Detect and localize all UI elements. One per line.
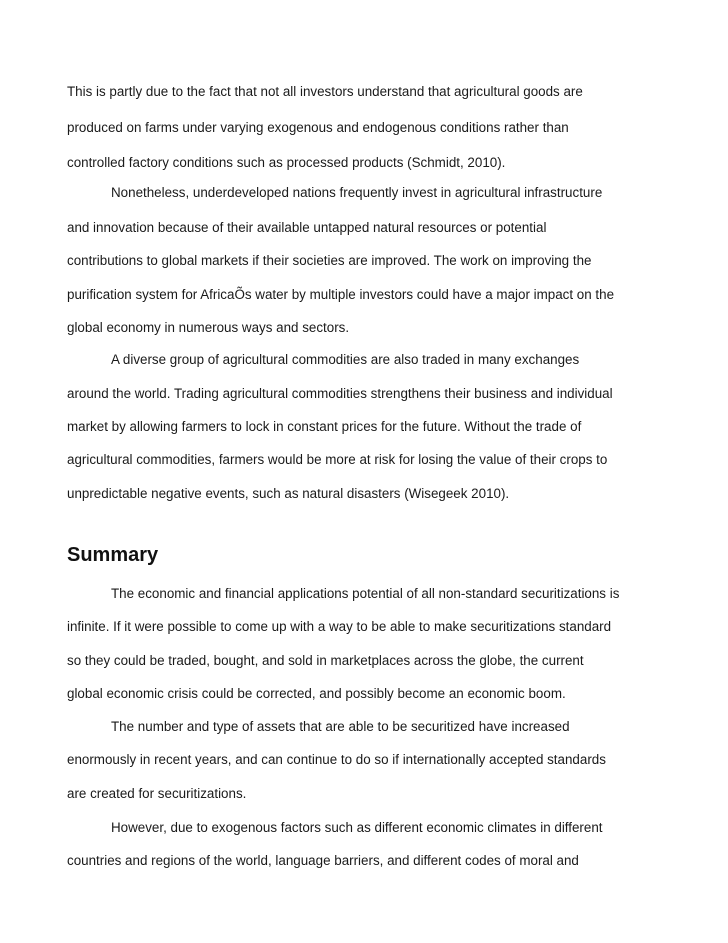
text-line: infinite. If it were possible to come up with a way to be able to make securitizations standard (67, 619, 612, 634)
text-line: are created for securitizations. (67, 786, 247, 801)
text-line: and innovation because of their available untapped natural resources or potential (67, 220, 547, 235)
text-line: This is partly due to the fact that not all investors understand that agricultural goods are (67, 84, 583, 99)
text-line: global economic crisis could be corrected, and possibly become an economic boom. (67, 686, 566, 701)
paragraph-first-line: A diverse group of agricultural commodities are also traded in many exchanges (111, 352, 580, 367)
text-line: produced on farms under varying exogenous and endogenous conditions rather than (67, 120, 569, 135)
text-line: agricultural commodities, farmers would be more at risk for losing the value of their crops to (67, 452, 608, 467)
text-line: enormously in recent years, and can continue to do so if internationally accepted standards (67, 752, 606, 767)
text-line: purification system for AfricaÕs water by multiple investors could have a major impact on the (67, 287, 615, 302)
text-line: countries and regions of the world, language barriers, and different codes of moral and (67, 853, 579, 868)
text-line: around the world. Trading agricultural commodities strengthens their business and individual (67, 386, 613, 401)
text-line: contributions to global markets if their societies are improved. The work on improving the (67, 253, 592, 268)
paragraph-first-line: Nonetheless, underdeveloped nations frequently invest in agricultural infrastructure (111, 185, 603, 200)
paragraph-first-line: The economic and financial applications potential of all non-standard securitizations is (111, 586, 620, 601)
paragraph-first-line: However, due to exogenous factors such as different economic climates in different (111, 820, 603, 835)
text-line: controlled factory conditions such as processed products (Schmidt, 2010). (67, 155, 506, 170)
text-line: market by allowing farmers to lock in constant prices for the future. Without the trade of (67, 419, 582, 434)
text-line: global economy in numerous ways and sectors. (67, 320, 350, 335)
text-line: so they could be traded, bought, and sold in marketplaces across the globe, the current (67, 653, 584, 668)
text-line: unpredictable negative events, such as natural disasters (Wisegeek 2010). (67, 486, 510, 501)
paragraph-first-line: The number and type of assets that are able to be securitized have increased (111, 719, 570, 734)
section-heading: Summary (67, 544, 159, 566)
